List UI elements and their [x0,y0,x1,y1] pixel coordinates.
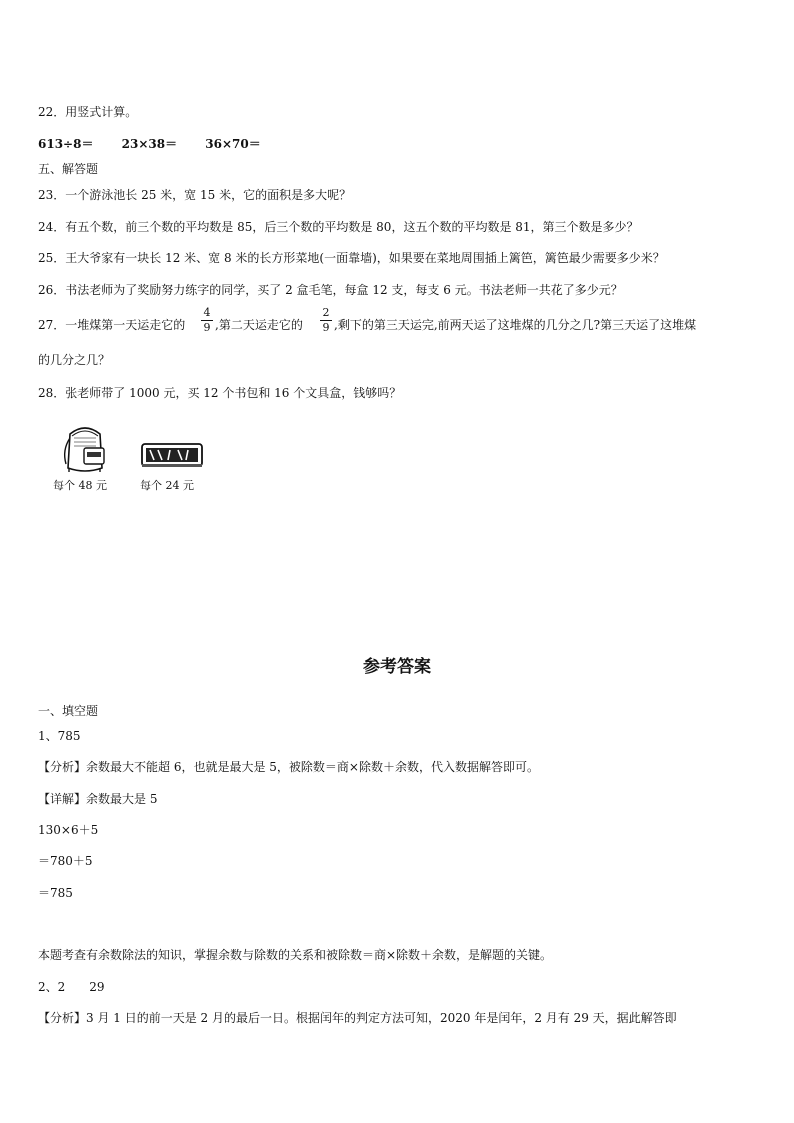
answer-1-detail: 【详解】余数最大是 5 [38,792,158,806]
q27-fraction-2 [320,307,332,334]
q24: 24．有五个数，前三个数的平均数是 85，后三个数的平均数是 80，这五个数的平均数是 81，第三个数是多少？ [38,220,639,234]
answer-1-step1: 130×6＋5 [38,823,99,837]
fraction-2-numerator: 2 [320,307,332,321]
section-5-heading: 五、解答题 [38,162,99,176]
answer-1-head: 1、785 [38,729,81,743]
q27-part3: ,剩下的第三天运完,前两天运了这堆煤的几分之几?第三天运了这堆煤 [334,318,697,332]
fraction-1-numerator: 4 [201,307,213,321]
q22-title: 22．用竖式计算。 [38,105,138,119]
q27-fraction-1 [201,307,213,334]
q27-line2: 的几分之几？ [38,353,111,367]
answer-2-head: 2、2 29 [38,980,105,994]
q27-part1: 27．一堆煤第一天运走它的 [38,318,186,332]
fraction-1-denominator: 9 [203,321,211,334]
pencil-case-price-caption: 每个 24 元 [140,479,194,492]
fraction-2-denominator: 9 [322,321,330,334]
q26: 26．书法老师为了奖励努力练字的同学，买了 2 盒毛笔，每盒 12 支，每支 6 元。书法老师一共花了多少元？ [38,283,623,297]
backpack-price-caption: 每个 48 元 [53,479,107,492]
answer-1-analysis: 【分析】余数最大不能超 6，也就是最大是 5，被除数＝商×除数＋余数，代入数据解答即可。 [38,760,539,774]
section-1-heading: 一、填空题 [38,704,99,718]
backpack-icon [56,424,114,474]
q25: 25．王大爷家有一块长 12 米、宽 8 米的长方形菜地(一面靠墙)，如果要在菜地周围插上篱笆，篱笆最少需要多少米？ [38,251,665,265]
q28: 28．张老师带了 1000 元，买 12 个书包和 16 个文具盒，钱够吗？ [38,386,402,400]
q23: 23．一个游泳池长 25 米，宽 15 米，它的面积是多大呢？ [38,188,352,202]
answer-2-analysis: 【分析】3 月 1 日的前一天是 2 月的最后一日。根据闰年的判定方法可知，2020 年是闰年，2 月有 29 天，据此解答即 [38,1011,677,1025]
answer-1-step3: ＝785 [38,886,73,900]
answer-1-step2: ＝780＋5 [38,854,93,868]
answers-title: 参考答案 [363,657,431,677]
q22-calculations: 613÷8＝ 23×38＝ 36×70＝ [38,137,261,151]
pencil-case-icon [140,440,204,470]
q27-part2: ,第二天运走它的 [215,318,303,332]
answer-1-comment: 本题考查有余数除法的知识，掌握余数与除数的关系和被除数＝商×除数＋余数，是解题的关键。 [38,948,553,962]
